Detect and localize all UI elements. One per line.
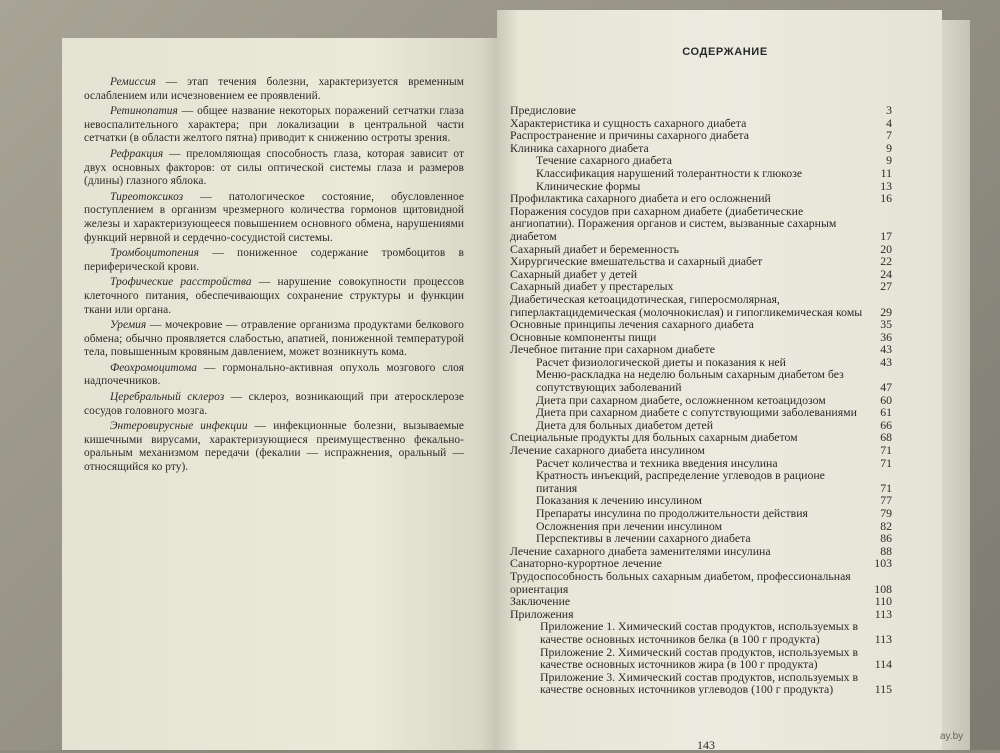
- toc-entry-title: Специальные продукты для больных сахарным диабетом: [510, 430, 798, 445]
- glossary-term: Энтеровирусные инфекции: [110, 420, 248, 433]
- toc-page-number: 27: [880, 279, 892, 294]
- glossary-definition: — склероз, возникающий при атеросклерозе сосудов головного мозга.: [84, 391, 464, 417]
- glossary-definition: — нарушение совокупности процессов клеточного питания, обеспечивающих сохранение структуры и функции ткани или органа.: [84, 276, 465, 316]
- toc-entry-title: Заключение: [510, 594, 571, 609]
- toc-page-number: 43: [880, 342, 892, 357]
- toc-page-number: 114: [874, 657, 892, 672]
- toc-entry-title: Сахарный диабет у детей: [510, 266, 638, 281]
- toc-entry-title: Диабетическая кетоацидотическая, гиперосмолярная, гиперлактацидемическая (молочнокислая) и гипогликемическая комы: [510, 291, 863, 319]
- toc-entry-title: Хирургические вмешательства и сахарный диабет: [510, 254, 763, 269]
- toc-entry-title: Показания к лечению инсулином: [536, 493, 702, 508]
- toc-entry-title: Лечение сахарного диабета инсулином: [510, 443, 705, 458]
- glossary-definition: — патологическое состояние, обусловленное поступлением в организм чрезмерного количества гормонов щитовидной железы и характеризующееся повышением основного обмена, нарушениями функций нервной и сердечно-сосудистой системы.: [84, 190, 464, 244]
- toc-entry-title: Предисловие: [510, 103, 576, 117]
- toc-entry-title: Перспективы в лечении сахарного диабета: [536, 531, 751, 546]
- toc-entry-title: Приложение 2. Химический состав продуктов, используемых в качестве основных источников жира (в 100 г продукта): [540, 644, 859, 672]
- toc-entry-title: Препараты инсулина по продолжительности действия: [536, 506, 808, 520]
- toc-entry-title: Меню-раскладка на неделю больным сахарным диабетом без сопутствующих заболеваний: [536, 367, 844, 395]
- glossary-entry: [84, 391, 464, 418]
- toc-entry-title: Диета для больных диабетом детей: [536, 417, 714, 432]
- toc-page-number: 103: [874, 556, 892, 571]
- toc-page-number: 9: [886, 153, 892, 168]
- toc-page-number: 68: [880, 430, 892, 445]
- toc-entry-title: Расчет физиологической диеты и показания к ней: [536, 354, 786, 369]
- page-number: 143: [697, 738, 715, 752]
- toc-page-number: 79: [880, 506, 892, 520]
- toc-page-number: 71: [880, 443, 892, 458]
- toc-entry-title: Трудоспособность больных сахарным диабетом, профессиональная ориентация: [510, 568, 851, 596]
- watermark: ay.by: [940, 731, 964, 742]
- table-of-contents: [510, 104, 892, 696]
- toc-page-number: 4: [886, 115, 892, 130]
- glossary-term: Церебральный склероз: [110, 391, 225, 404]
- toc-entry-title: Распространение и причины сахарного диабета: [510, 128, 749, 143]
- glossary-entry: [84, 247, 464, 274]
- toc-entry: [510, 570, 892, 595]
- glossary-definition: — мочекровие — отравление организма продуктами белкового обмена; обычно проявляется слабостью, апатией, пониженной температурой тела, повышенным кровяным давлением, может возникнуть кома.: [84, 319, 464, 359]
- toc-page-number: 22: [880, 254, 892, 269]
- glossary-term: Ремиссия: [110, 76, 156, 88]
- toc-page-number: 61: [880, 405, 892, 420]
- toc-entry-title: Основные компоненты пищи: [510, 329, 657, 344]
- toc-entry-title: Поражения сосудов при сахарном диабете (диабетические ангиопатии). Поражения органов и систем, вызванные сахарным диабетом: [510, 203, 837, 243]
- toc-entry-title: Приложение 3. Химический состав продуктов, используемых в качестве основных источников углеводов (100 г продукта): [540, 669, 859, 697]
- toc-page-number: 113: [874, 631, 892, 646]
- glossary-term: Рефракция: [110, 147, 164, 160]
- toc-page-number: 66: [880, 417, 892, 432]
- glossary-term: Ретинопатия: [110, 105, 178, 118]
- glossary-term: Феохромоцитома: [110, 361, 198, 374]
- toc-entry-title: Расчет количества и техника введения инсулина: [536, 455, 778, 470]
- toc-page-number: 3: [886, 103, 892, 117]
- glossary-definition: — пониженное содержание тромбоцитов в периферической крови.: [84, 247, 464, 273]
- toc-page-number: 108: [874, 581, 892, 596]
- toc-page-number: 43: [880, 354, 892, 369]
- toc-entry-title: Клиника сахарного диабета: [510, 140, 649, 155]
- toc-page-number: 88: [880, 543, 892, 558]
- toc-page-number: 115: [874, 682, 892, 697]
- toc-entry-title: Лечение сахарного диабета заменителями инсулина: [510, 543, 771, 558]
- contents-title: СОДЕРЖАНИЕ: [682, 46, 768, 58]
- toc-page-number: 110: [874, 594, 892, 609]
- toc-entry-title: Клинические формы: [536, 178, 641, 193]
- toc-entry-title: Характеристика и сущность сахарного диабета: [510, 115, 747, 130]
- toc-page-number: 47: [880, 380, 892, 395]
- glossary-term: Уремия: [110, 319, 147, 332]
- toc-entry-title: Осложнения при лечении инсулином: [536, 518, 723, 533]
- toc-entry-title: Приложения: [510, 606, 574, 621]
- glossary-term: Тромбоцитопения: [110, 247, 200, 260]
- glossary-entry: [84, 105, 464, 146]
- glossary-definition: — преломляющая способность глаза, которая зависит от двух основных факторов: от силы оптической системы глаза и размеров (длины) глазного яблока.: [84, 147, 464, 188]
- toc-entry-title: Кратность инъекций, распределение углеводов в рационе питания: [536, 468, 825, 495]
- toc-page-number: 86: [880, 531, 892, 546]
- toc-page-number: 24: [880, 266, 892, 281]
- toc-entry-title: Основные принципы лечения сахарного диабета: [510, 317, 754, 332]
- toc-entry-title: Диета при сахарном диабете, осложненном кетоацидозом: [536, 392, 826, 407]
- glossary-list: [84, 76, 464, 477]
- toc-page-number: 35: [880, 317, 892, 332]
- toc-entry: [510, 671, 892, 696]
- glossary-definition: — общее название некоторых поражений сетчатки глаза невоспалительного характера; при локализации в центральной части сетчатки (в области желтого пятна) приводит к снижению остроты зрения.: [84, 105, 464, 145]
- toc-page-number: 9: [886, 140, 892, 155]
- toc-entry-title: Течение сахарного диабета: [536, 153, 672, 168]
- toc-page-number: 82: [880, 518, 892, 533]
- toc-page-number: 113: [874, 606, 892, 621]
- glossary-entry: [84, 362, 464, 389]
- glossary-entry: [84, 319, 464, 360]
- glossary-entry: [84, 148, 464, 189]
- toc-entry: [510, 646, 892, 671]
- glossary-definition: — инфекционные болезни, вызываемые кишечными вирусами, характеризующиеся преимущественно фекально-оральным механизмом передачи (фекалии — испражнения, оральный — относящийся ко рту).: [84, 420, 464, 474]
- toc-entry-title: Классификация нарушений толерантности к глюкозе: [536, 165, 803, 180]
- book-page-edges: [940, 20, 970, 750]
- toc-entry: [510, 368, 892, 393]
- toc-page-number: 77: [880, 493, 892, 508]
- toc-page-number: 11: [880, 165, 892, 180]
- toc-page-number: 20: [880, 241, 892, 256]
- glossary-entry: [84, 276, 464, 317]
- toc-entry-title: Сахарный диабет у престарелых: [510, 279, 674, 294]
- toc-entry: [510, 293, 892, 318]
- toc-entry: [510, 469, 892, 494]
- toc-page-number: 29: [880, 304, 892, 319]
- toc-entry-title: Сахарный диабет и беременность: [510, 241, 679, 256]
- glossary-entry: [84, 420, 464, 474]
- toc-entry-title: Санаторно-курортное лечение: [510, 556, 662, 571]
- glossary-entry: [84, 76, 464, 103]
- glossary-term: Тиреотоксикоз: [110, 190, 184, 203]
- toc-entry-title: Приложение 1. Химический состав продуктов, используемых в качестве основных источников белка (в 100 г продукта): [540, 619, 859, 646]
- toc-entry: [510, 205, 892, 243]
- toc-page-number: 16: [880, 191, 892, 206]
- toc-page-number: 71: [880, 455, 892, 470]
- toc-page-number: 36: [880, 329, 892, 344]
- toc-page-number: 60: [880, 392, 892, 407]
- toc-page-number: 71: [880, 480, 892, 495]
- glossary-term: Трофические расстройства: [110, 276, 252, 289]
- glossary-definition: — этап течения болезни, характеризуется временным ослаблением или исчезновением ее проявлений.: [84, 76, 464, 102]
- toc-entry-title: Лечебное питание при сахарном диабете: [510, 342, 715, 357]
- toc-entry-title: Профилактика сахарного диабета и его осложнений: [510, 191, 771, 206]
- toc-page-number: 13: [880, 178, 892, 193]
- toc-entry: [510, 620, 892, 645]
- toc-page-number: 17: [880, 228, 892, 243]
- glossary-definition: — гормонально-активная опухоль мозгового слоя надпочечников.: [84, 361, 464, 388]
- toc-entry-title: Диета при сахарном диабете с сопутствующими заболеваниями: [536, 405, 857, 420]
- toc-page-number: 7: [886, 128, 892, 143]
- glossary-entry: [84, 191, 464, 245]
